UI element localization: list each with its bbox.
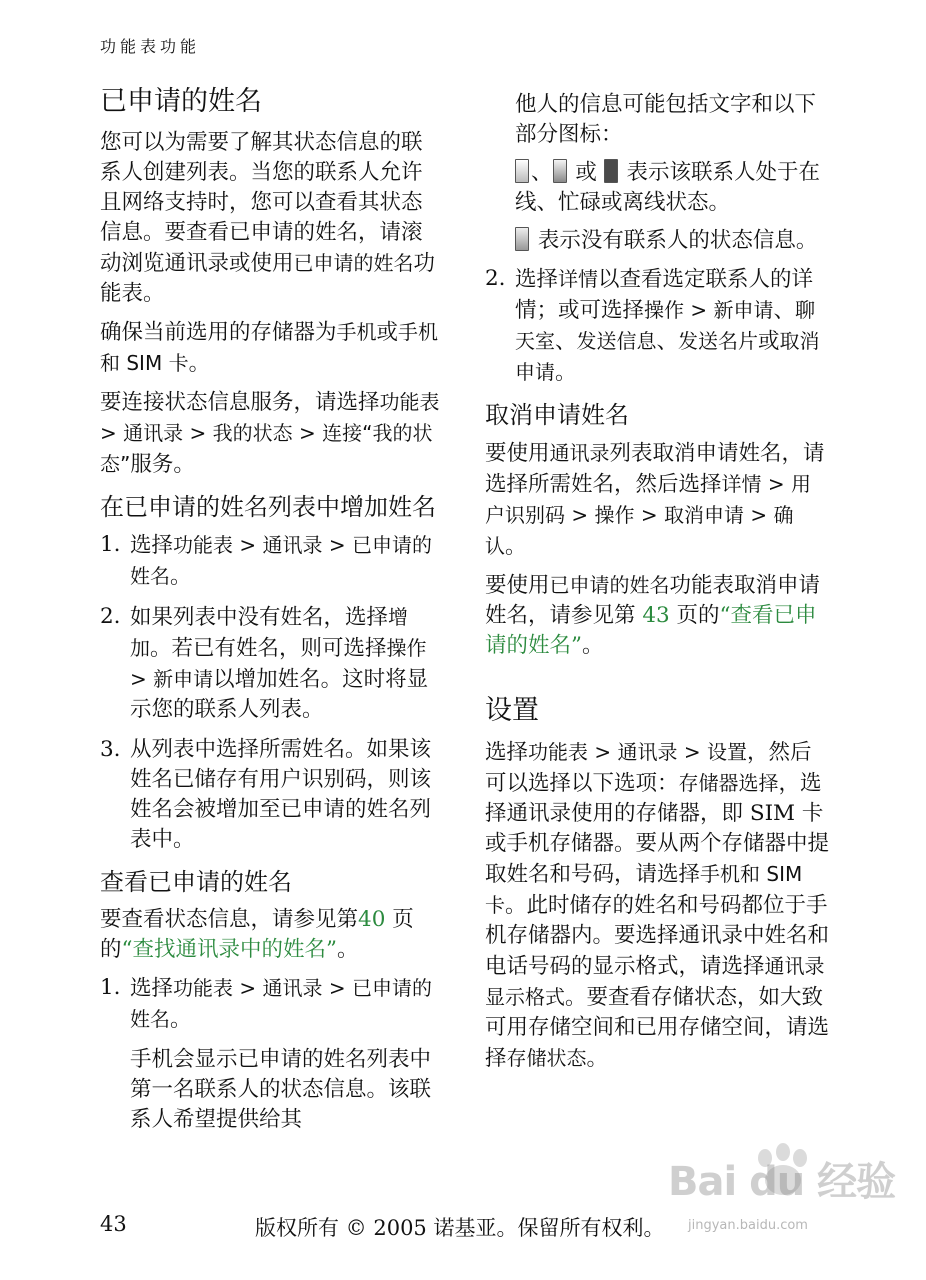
status-none-icon <box>515 227 529 251</box>
list-item: 2. 选择详情以查看选定联系人的详情；或可选择操作 > 新申请、聊天室、发送信息、发送名片或取消申请。 <box>485 266 820 385</box>
section-title-requested-names: 已申请的姓名 <box>100 86 262 117</box>
paragraph-continued: 他人的信息可能包括文字和以下部分图标： <box>515 92 817 147</box>
status-busy-icon <box>553 159 567 183</box>
paragraph-memory: 确保当前选用的存储器为手机或手机和 SIM 卡。 <box>100 320 439 376</box>
list-item: 1. 选择功能表 > 通讯录 > 已申请的姓名。 <box>100 532 432 589</box>
list-item: 2. 如果列表中没有姓名，选择增加。若已有姓名，则可选择操作 > 新申请以增加姓名。这时将显示您的联系人列表。 <box>100 604 429 722</box>
paragraph-intro: 您可以为需要了解其状态信息的联系人创建列表。当您的联系人允许且网络支持时，您可以查看其状态信息。要查看已申请的姓名，请滚动浏览通讯录或使用已申请的姓名功能表。 <box>100 130 436 306</box>
paragraph-status-icons: 、 或 表示该联系人处于在线、忙碌或离线状态。 <box>515 160 821 215</box>
copyright: 版权所有 © 2005 诺基亚。保留所有权利。 <box>255 1216 665 1240</box>
paragraph-no-status-icon: 表示没有联系人的状态信息。 <box>485 226 830 256</box>
list-item: 3. 从列表中选择所需姓名。如果该姓名已储存有用户识别码，则该姓名会被增加至已申请的姓名列表中。 <box>100 737 432 852</box>
steps-view-names <box>100 973 440 1035</box>
paragraph-status-detail: 手机会显示已申请的姓名列表中第一名联系人的状态信息。该联系人希望提供给其 <box>130 1047 432 1132</box>
section-title-settings: 设置 <box>485 695 539 726</box>
cross-ref-link[interactable]: “查看已申请的姓名” <box>485 603 817 658</box>
section-title-view-names: 查看已申请的姓名 <box>100 868 292 896</box>
status-offline-icon <box>604 159 618 183</box>
page-number: 43 <box>100 1212 127 1236</box>
paragraph-cancel-ref: 要使用已申请的姓名功能表取消申请姓名，请参见第 43 页的“查看已申请的姓名”。 <box>485 573 821 658</box>
cross-ref-link[interactable]: “查找通讯录中的姓名” <box>121 937 337 962</box>
steps-add-name <box>100 530 440 855</box>
watermark-url: jingyan.baidu.com <box>688 1218 808 1233</box>
page-ref-link[interactable]: 43 <box>642 603 670 628</box>
steps-details <box>485 264 830 388</box>
watermark-brand: Bai du 经验 <box>668 1159 896 1205</box>
paragraph-connect: 要连接状态信息服务，请选择功能表 > 通讯录 > 我的状态 > 连接“我的状态”服务。 <box>100 390 440 477</box>
section-title-cancel: 取消申请姓名 <box>485 401 629 429</box>
left-column <box>100 82 440 1143</box>
right-column <box>485 86 830 1082</box>
page-ref-link[interactable]: 40 <box>358 907 386 932</box>
running-header: 功能表功能 <box>100 37 201 56</box>
paragraph-cancel: 要使用通讯录列表取消申请姓名，请选择所需姓名，然后选择详情 > 用户识别码 > 操作 > 取消申请 > 确认。 <box>485 441 825 559</box>
list-item: 1. 选择功能表 > 通讯录 > 已申请的姓名。 <box>100 975 432 1032</box>
section-title-add-name: 在已申请的姓名列表中增加姓名 <box>100 493 436 521</box>
paragraph-view: 要查看状态信息，请参见第40 页的“查找通讯录中的姓名”。 <box>100 907 414 962</box>
status-online-icon <box>515 159 529 183</box>
paragraph-settings: 选择功能表 > 通讯录 > 设置，然后可以选择以下选项：存储器选择，选择通讯录使用的存储器，即 SIM 卡或手机存储器。要从两个存储器中提取姓名和号码，请选择手机和 SIM 卡。此时储存的姓名和号码都位于手机存储器内。要选择通讯录中姓名和电话号码的显示格式，请选择通讯录显示格式。要查看存储状态，如大致可用存储空间和已用存储空间，请选择存储状态。 <box>485 740 830 1071</box>
